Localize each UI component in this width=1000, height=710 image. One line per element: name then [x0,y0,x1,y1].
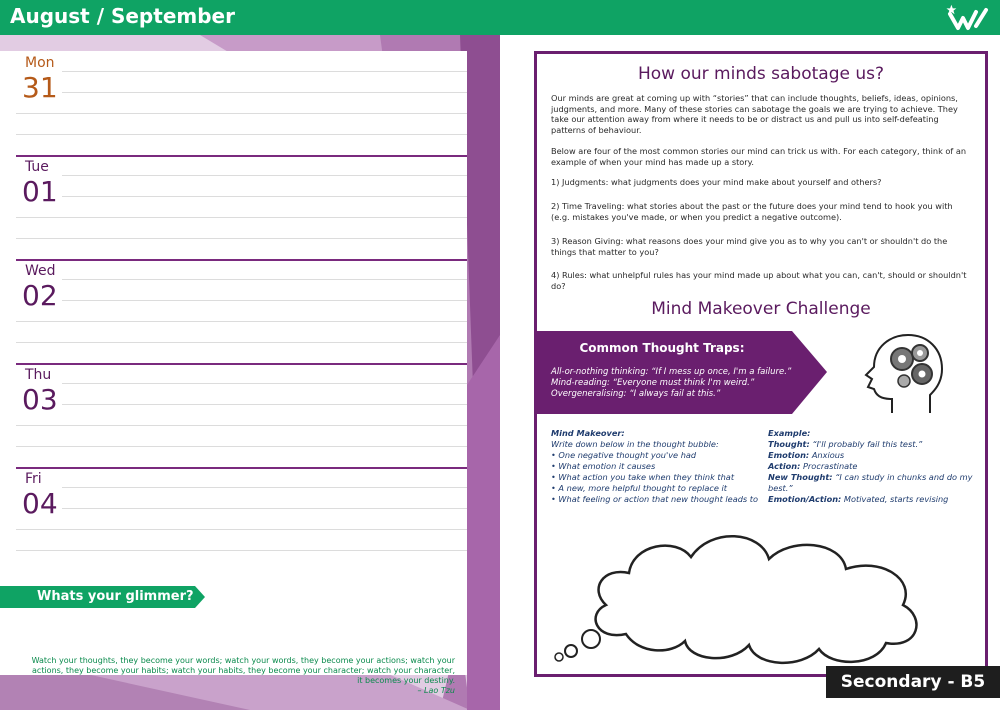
day-name: Mon [25,55,55,71]
example-item: Action: Procrastinate [768,461,858,471]
makeover-line: • What feeling or action that new thought leads to [551,494,758,504]
logo-icon [946,4,990,32]
question-1: 1) Judgments: what judgments does your mind make about yourself and others? [551,177,882,187]
quote-author: – Lao Tzu [417,686,455,695]
day-name: Tue [25,159,49,175]
day-number: 03 [22,383,58,416]
thought-traps-banner [537,331,827,414]
makeover-example [768,428,973,505]
intro-text: Our minds are great at coming up with “stories” that can include thoughts, beliefs, ideas, opinions, judgments, and more. Many of these stories can sabotage the goals we are trying to achieve. They take our attention away from where it needs to be or distract us and pull us into self-defeating patterns of behaviour. [551,93,958,135]
section-title: How our minds sabotage us? [637,64,885,84]
challenge-title: Mind Makeover Challenge [651,299,871,319]
head-gears-icon [852,329,947,417]
edition-label: Secondary - B5 [840,672,986,692]
diary-sheet [0,51,467,695]
example-item: Thought: “I'll probably fail this test.” [768,439,923,449]
activity-panel [534,51,988,677]
makeover-line: • What emotion it causes [551,461,656,471]
day-name: Fri [25,471,42,487]
makeover-instructions [551,428,766,505]
example-item: New Thought: “I can study in chunks and do my best.” [768,472,973,493]
example-heading: Example: [768,428,811,438]
day-wednesday [0,259,467,363]
makeover-line: • What action you take when they think that [551,472,735,482]
glimmer-label: Whats your glimmer? [37,589,194,604]
day-tuesday [0,155,467,259]
day-number: 02 [22,279,58,312]
makeover-line: Write down below in the thought bubble: [551,439,719,449]
trap-item: Overgeneralising: “I always fail at this.” [551,389,721,399]
top-bar [0,0,1000,35]
day-name: Thu [25,367,52,383]
trap-item: All-or-nothing thinking: “If I mess up once, I'm a failure.” [551,367,792,377]
makeover-heading: Mind Makeover: [551,428,625,438]
quote [30,656,455,696]
question-4: 4) Rules: what unhelpful rules has your mind made up about what you can, can't, should or shouldn't do? [551,270,967,291]
edition-badge [826,666,1000,698]
quote-text: Watch your thoughts, they become your words; watch your words, they become your actions; watch your actions, they become your habits; watch your habits, they become your character; watch your character, it becomes your destiny. [31,656,455,685]
question-2: 2) Time Traveling: what stories about the past or the future does your mind tend to hook you with (e.g. mistakes you've made, or when you predict a negative outcome). [551,201,953,222]
traps-list [551,367,791,400]
day-number: 04 [22,487,58,520]
trap-item: Mind-reading: “Everyone must think I'm weird.” [551,378,755,388]
thought-bubble-icon[interactable] [551,509,961,669]
question-3: 3) Reason Giving: what reasons does your mind give you as to why you can't or shouldn't do the things that matter to you? [551,236,948,257]
below-text: Below are four of the most common stories our mind can trick us with. For each category, think of an example of when your mind has made up a story. [551,146,967,167]
day-thursday [0,363,467,467]
example-item: Emotion: Anxious [768,450,845,460]
example-item: Emotion/Action: Motivated, starts revising [768,494,949,504]
makeover-line: • One negative thought you've had [551,450,697,460]
traps-title: Common Thought Traps: [579,341,745,355]
day-friday [0,467,467,571]
day-monday [0,51,467,155]
makeover-line: • A new, more helpful thought to replace it [551,483,728,493]
page-title: August / September [10,4,235,28]
day-number: 31 [22,71,58,104]
day-name: Wed [25,263,56,279]
diary-page [0,35,500,710]
day-number: 01 [22,175,58,208]
